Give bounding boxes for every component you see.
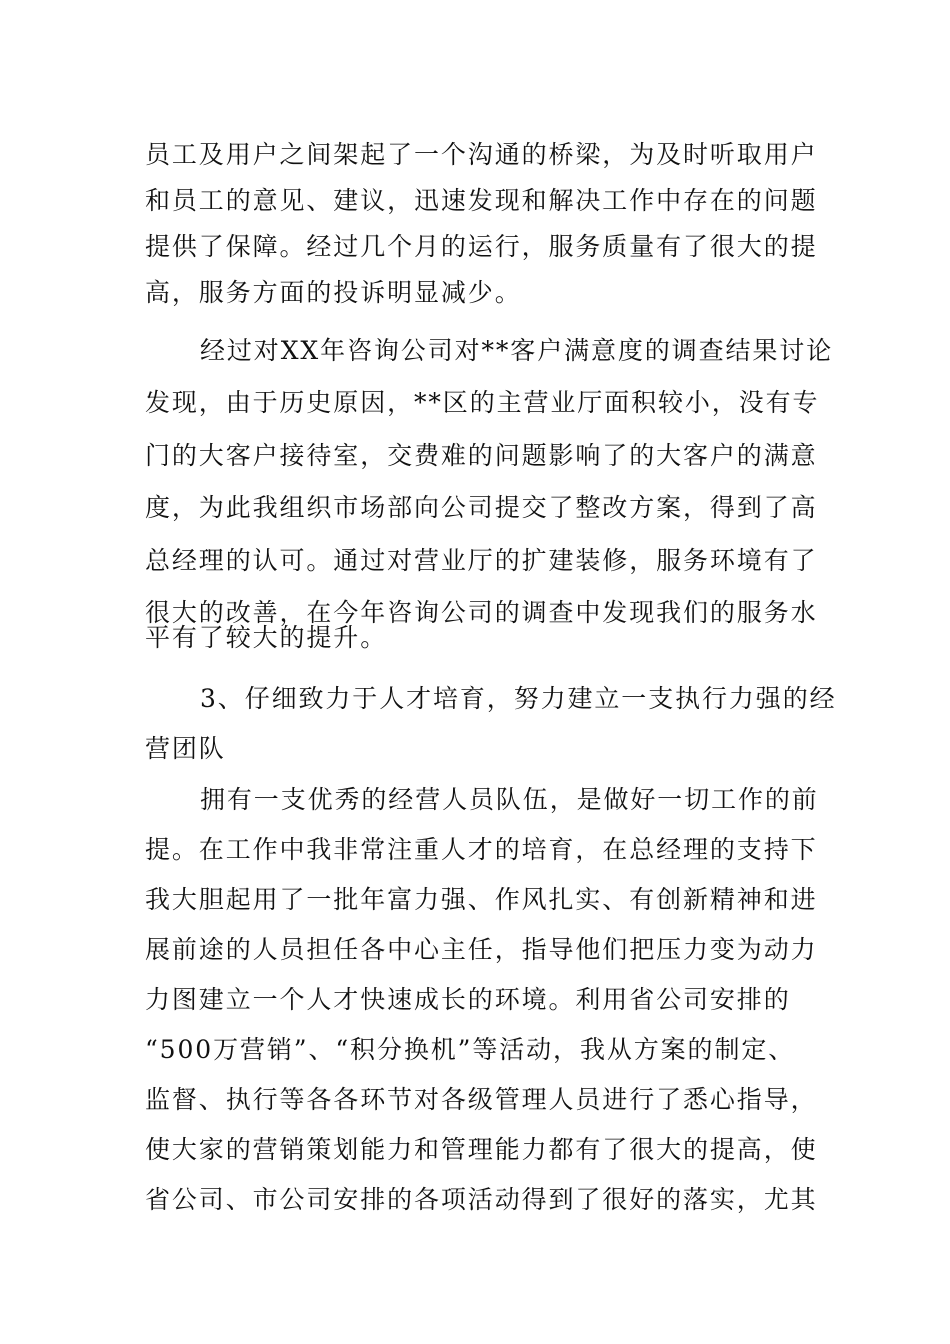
paragraph-first-line: 拥有一支优秀的经营人员队伍，是做好一切工作的前 (200, 785, 819, 814)
text-line: 总经理的认可。通过对营业厅的扩建装修，服务环境有了 (145, 546, 818, 575)
text-line: 和员工的意见、建议，迅速发现和解决工作中存在的问题 (145, 186, 818, 215)
text-line: 提。在工作中我非常注重人才的培育，在总经理的支持下 (145, 835, 818, 864)
text-line: “500万营销”、“积分换机”等活动，我从方案的制定、 (145, 1035, 796, 1064)
text-line: 监督、执行等各各环节对各级管理人员进行了悉心指导， (145, 1085, 818, 1114)
text-line: 员工及用户之间架起了一个沟通的桥梁，为及时听取用户 (145, 140, 818, 169)
text-line: 使大家的营销策划能力和管理能力都有了很大的提高，使 (145, 1135, 818, 1164)
section-heading-line: 3、仔细致力于人才培育，努力建立一支执行力强的经 (200, 684, 837, 713)
text-line: 度，为此我组织市场部向公司提交了整改方案，得到了高 (145, 493, 818, 522)
text-line: 展前途的人员担任各中心主任，指导他们把压力变为动力 (145, 935, 818, 964)
text-line: 门的大客户接待室，交费难的问题影响了的大客户的满意 (145, 441, 818, 470)
text-line: 提供了保障。经过几个月的运行，服务质量有了很大的提 (145, 232, 818, 261)
text-line: 高，服务方面的投诉明显减少。 (145, 278, 522, 307)
text-line: 平有了较大的提升。 (145, 623, 388, 652)
text-line: 很大的改善，在今年咨询公司的调查中发现我们的服务水 (145, 598, 818, 627)
text-line: 我大胆起用了一批年富力强、作风扎实、有创新精神和进 (145, 885, 818, 914)
text-line: 力图建立一个人才快速成长的环境。利用省公司安排的 (145, 985, 791, 1014)
text-line: 省公司、市公司安排的各项活动得到了很好的落实，尤其 (145, 1185, 818, 1214)
section-heading-line: 营团队 (145, 734, 226, 763)
paragraph-first-line: 经过对XX年咨询公司对**客户满意度的调查结果讨论 (200, 336, 834, 365)
text-line: 发现，由于历史原因，**区的主营业厅面积较小，没有专 (145, 388, 820, 417)
